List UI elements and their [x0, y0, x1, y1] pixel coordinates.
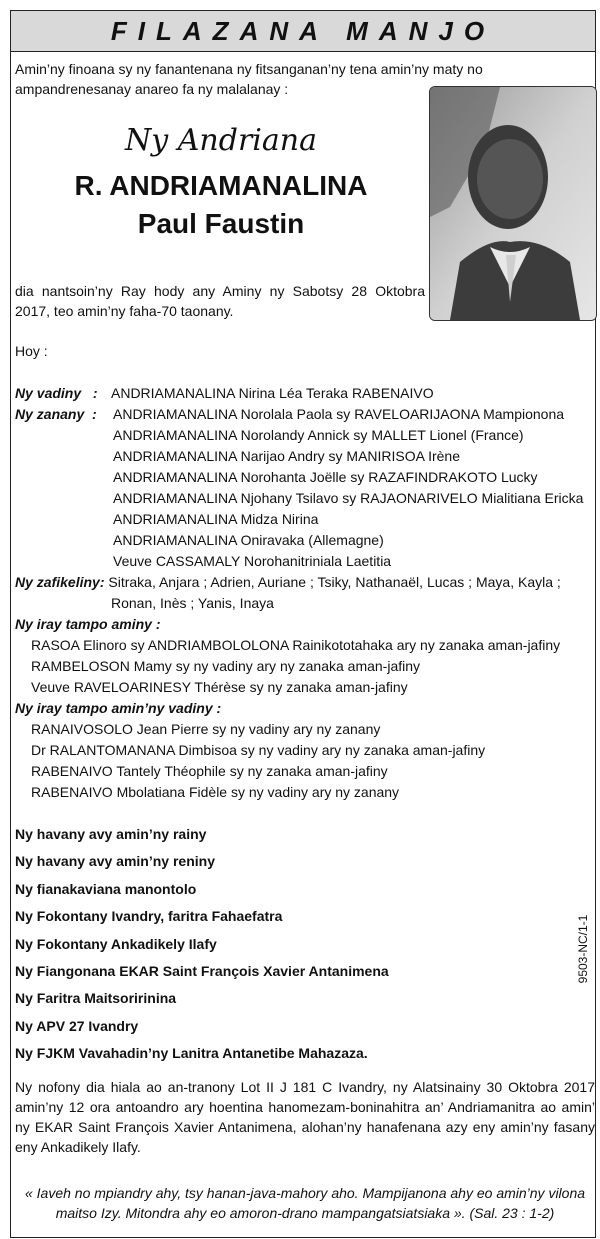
deceased-surname: R. ANDRIAMANALINA [74, 170, 368, 201]
list-item: Ny fianakaviana manontolo [15, 880, 197, 897]
spouse-row [15, 383, 595, 404]
spouse-siblings-label: Ny iray tampo amin’ny vadiny : [15, 700, 222, 716]
deceased-given-names: Paul Faustin [137, 208, 305, 239]
list-item: Ny Fiangonana EKAR Saint François Xavier Antanimena [15, 962, 389, 979]
children-row [15, 404, 595, 572]
portrait-image [430, 87, 596, 320]
list-item: Sitraka, Anjara ; Adrien, Auriane ; Tsiky, Nathanaël, Lucas ; Maya, Kayla ; [108, 574, 561, 590]
organizations-list [15, 821, 575, 1068]
notice-header [11, 11, 595, 52]
funeral-details: Ny nofony dia hiala ao an-tranony Lot II J 181 C Ivandry, ny Alatsinainy 30 Oktobra 2017 amin’ny 12 ora antoandro ary hoentina hanomezam-boninahitra an’ Andriamanitra ao amin’ ny EKAR Saint François Xavier Antanimena, alohan’ny hanafenana azy eny amin’ny fasany eny Ankadikely Ilafy. [15, 1079, 595, 1155]
grandchildren-block [15, 572, 561, 614]
death-announcement: dia nantsoin’ny Ray hody any Aminy ny Sabotsy 28 Oktobra 2017, teo amin’ny faha-70 taonany. [15, 283, 425, 319]
list-item: RABENAIVO Mbolatiana Fidèle sy ny vadiny ary ny zanany [31, 784, 400, 800]
list-item: ANDRIAMANALINA Njohany Tsilavo sy RAJAONARIVELO Mialitiana Ericka [113, 490, 584, 506]
list-item: ANDRIAMANALINA Midza Nirina [113, 511, 319, 527]
spouse-siblings-section [15, 698, 595, 803]
list-item: Dr RALANTOMANANA Dimbisoa sy ny vadiny ary ny zanaka aman-jafiny [31, 742, 486, 758]
portrait-photo [429, 86, 597, 321]
family-list [15, 383, 595, 803]
grandchildren-label: Ny zafikeliny: [15, 574, 105, 590]
list-item: ANDRIAMANALINA Norohanta Joëlle sy RAZAFINDRAKOTO Lucky [113, 469, 538, 485]
grandchildren-row [15, 572, 595, 614]
children-list [113, 404, 583, 572]
hoy-label: Hoy : [15, 343, 48, 359]
siblings-section [15, 614, 595, 698]
intro-text: Amin’ny finoana sy ny fanantenana ny fitsanganan’ny tena amin’ny maty no ampandrenesanay anareo fa ny malalanay : [15, 61, 483, 97]
list-item: ANDRIAMANALINA Norolandy Annick sy MALLET Lionel (France) [113, 427, 524, 443]
notice-frame [10, 10, 596, 1238]
list-item: RASOA Elinoro sy ANDRIAMBOLOLONA Rainikototahaka ary ny zanaka aman-jafiny [31, 637, 561, 653]
list-item: Ny Fokontany Ankadikely Ilafy [15, 935, 217, 952]
list-item: Ronan, Inès ; Yanis, Inaya [111, 595, 274, 611]
siblings-label: Ny iray tampo aminy : [15, 616, 161, 632]
list-item: Ny havany avy amin’ny rainy [15, 826, 207, 842]
spouse-label: Ny vadiny : [15, 385, 98, 401]
reference-code: 9503-NC/1-1 [576, 914, 590, 984]
deceased-name-block [11, 121, 431, 243]
children-label: Ny zanany : [15, 406, 97, 422]
honorific-title: Ny Andriana [125, 123, 317, 158]
list-item: Ny Fokontany Ivandry, faritra Fahaefatra [15, 908, 283, 925]
spouse-name: ANDRIAMANALINA Nirina Léa Teraka RABENAIVO [111, 385, 434, 401]
list-item: ANDRIAMANALINA Narijao Andry sy MANIRISOA Irène [113, 448, 460, 464]
list-item: Ny FJKM Vavahadin’ny Lanitra Antanetibe Mahazaza. [15, 1045, 368, 1062]
scripture-quote: « Iaveh no mpiandry ahy, tsy hanan-java-mahory aho. Mampijanona ahy eo amin’ny vilona maitso Izy. Mitondra ahy eo amoron-drano mampangatsiatsiaka ». (Sal. 23 : 1-2) [24, 1185, 586, 1221]
list-item: ANDRIAMANALINA Norolala Paola sy RAVELOARIJAONA Mampionona [113, 406, 565, 422]
list-item: ANDRIAMANALINA Oniravaka (Allemagne) [113, 532, 384, 548]
list-item: Veuve RAVELOARINESY Thérèse sy ny zanaka aman-jafiny [31, 679, 408, 695]
list-item: Ny Faritra Maitsoririnina [15, 990, 177, 1007]
list-item: RABENAIVO Tantely Théophile sy ny zanaka aman-jafiny [31, 763, 388, 779]
list-item: Ny havany avy amin’ny reniny [15, 853, 215, 870]
list-item: Veuve CASSAMALY Norohanitriniala Laetitia [113, 553, 392, 569]
notice-title: FILAZANA MANJO [110, 16, 496, 46]
list-item: RANAIVOSOLO Jean Pierre sy ny vadiny ary ny zanany [31, 721, 381, 737]
list-item: RAMBELOSON Mamy sy ny vadiny ary ny zanaka aman-jafiny [31, 658, 421, 674]
list-item: Ny APV 27 Ivandry [15, 1017, 139, 1034]
